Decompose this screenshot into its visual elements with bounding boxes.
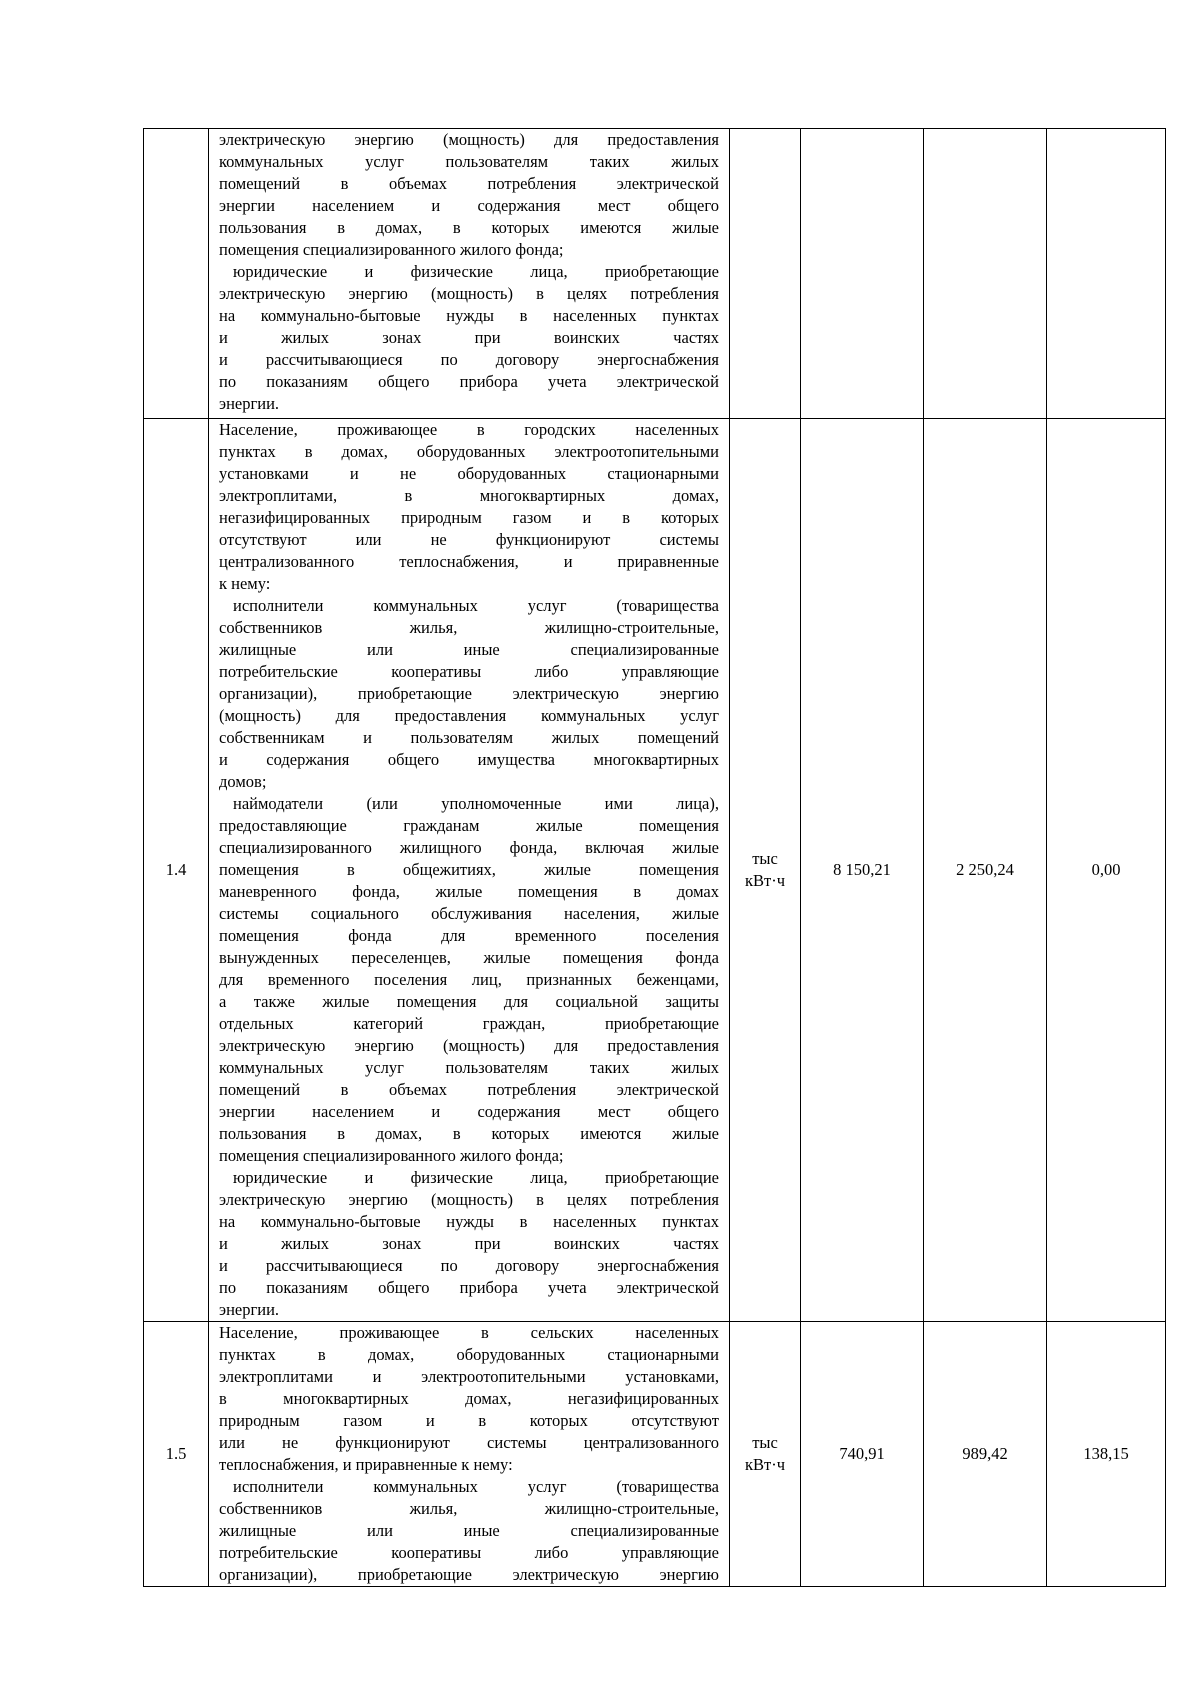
text-line: пользования в домах, в которых имеются жилые <box>219 1124 719 1143</box>
text-line: электрическую энергию (мощность) для предоставления <box>219 130 719 149</box>
text-line: коммунальных услуг пользователям таких жилых <box>219 1058 719 1077</box>
text-line: вынужденных переселенцев, жилые помещения фонда <box>219 948 719 967</box>
text-line: исполнители коммунальных услуг (товарищества <box>233 596 719 615</box>
value-cell <box>924 129 1047 419</box>
text-line: для временного поселения лиц, признанных беженцами, <box>219 970 719 989</box>
tariff-table <box>143 128 1166 1587</box>
unit-line: тыс <box>752 849 778 868</box>
text-line: собственникам и пользователям жилых помещений <box>219 728 719 747</box>
text-line: помещения специализированного жилого фонда; <box>219 1146 564 1165</box>
value-cell: 0,00 <box>1047 419 1166 1322</box>
unit-line: тыс <box>752 1433 778 1452</box>
text-line: централизованного теплоснабжения, и приравненные <box>219 552 719 571</box>
text-line: организации), приобретающие электрическую энергию <box>219 684 719 703</box>
text-line: пунктах в домах, оборудованных стационарными <box>219 1345 719 1364</box>
text-line: коммунальных услуг пользователям таких жилых <box>219 152 719 171</box>
row-description-cell <box>209 129 730 419</box>
text-line: или не функционируют системы централизованного <box>219 1433 719 1452</box>
row-description-cell <box>209 1322 730 1587</box>
text-line: в многоквартирных домах, негазифицированных <box>219 1389 719 1408</box>
text-line: электрическую энергию (мощность) в целях потребления <box>219 284 719 303</box>
value-cell: 2 250,24 <box>924 419 1047 1322</box>
text-line: и жилых зонах при воинских частях <box>219 328 719 347</box>
text-line: собственников жилья, жилищно-строительные, <box>219 618 719 637</box>
text-line: установками и не оборудованных стационарными <box>219 464 719 483</box>
text-line: на коммунально-бытовые нужды в населенных пунктах <box>219 1212 719 1231</box>
text-line: и рассчитывающиеся по договору энергоснабжения <box>219 1256 719 1275</box>
row-number-cell: 1.4 <box>144 419 209 1322</box>
text-line: потребительские кооперативы либо управляющие <box>219 662 719 681</box>
value-cell: 138,15 <box>1047 1322 1166 1587</box>
text-line: энергии. <box>219 394 280 413</box>
text-line: предоставляющие гражданам жилые помещения <box>219 816 719 835</box>
text-line: наймодатели (или уполномоченные ими лица), <box>233 794 719 813</box>
text-line: собственников жилья, жилищно-строительные, <box>219 1499 719 1518</box>
text-line: к нему: <box>219 574 271 593</box>
text-line: Население, проживающее в городских населенных <box>219 420 719 439</box>
text-line: отдельных категорий граждан, приобретающие <box>219 1014 719 1033</box>
table-row <box>144 419 1166 1322</box>
unit-cell <box>730 419 801 1322</box>
text-line: жилищные или иные специализированные <box>219 640 719 659</box>
text-line: электроплитами, в многоквартирных домах, <box>219 486 719 505</box>
text-line: помещения в общежитиях, жилые помещения <box>219 860 719 879</box>
text-line: домов; <box>219 772 267 791</box>
text-line: энергии. <box>219 1300 280 1319</box>
text-line: электрическую энергию (мощность) в целях потребления <box>219 1190 719 1209</box>
text-line: энергии населением и содержания мест общего <box>219 1102 719 1121</box>
value-cell <box>801 129 924 419</box>
text-line: потребительские кооперативы либо управляющие <box>219 1543 719 1562</box>
value-cell: 8 150,21 <box>801 419 924 1322</box>
value-cell <box>1047 129 1166 419</box>
text-line: юридические и физические лица, приобретающие <box>233 1168 719 1187</box>
text-line: и жилых зонах при воинских частях <box>219 1234 719 1253</box>
text-line: на коммунально-бытовые нужды в населенных пунктах <box>219 306 719 325</box>
text-line: помещения фонда для временного поселения <box>219 926 719 945</box>
text-line: теплоснабжения, и приравненные к нему: <box>219 1455 513 1474</box>
text-line: организации), приобретающие электрическую энергию <box>219 1565 719 1584</box>
row-number-cell: 1.5 <box>144 1322 209 1587</box>
unit-line: кВт·ч <box>744 871 786 890</box>
unit-line: кВт·ч <box>744 1455 786 1474</box>
text-line: а также жилые помещения для социальной защиты <box>219 992 719 1011</box>
row-number-cell <box>144 129 209 419</box>
text-line: помещений в объемах потребления электрической <box>219 174 719 193</box>
text-line: специализированного жилищного фонда, включая жилые <box>219 838 719 857</box>
value-cell: 740,91 <box>801 1322 924 1587</box>
text-line: энергии населением и содержания мест общего <box>219 196 719 215</box>
text-line: электрическую энергию (мощность) для предоставления <box>219 1036 719 1055</box>
text-line: отсутствуют или не функционируют системы <box>219 530 719 549</box>
text-line: по показаниям общего прибора учета электрической <box>219 1278 719 1297</box>
text-line: негазифицированных природным газом и в которых <box>219 508 719 527</box>
text-line: исполнители коммунальных услуг (товарищества <box>233 1477 719 1496</box>
text-line: системы социального обслуживания населения, жилые <box>219 904 719 923</box>
text-line: юридические и физические лица, приобретающие <box>233 262 719 281</box>
text-line: (мощность) для предоставления коммунальных услуг <box>219 706 719 725</box>
table-row <box>144 1322 1166 1587</box>
value-cell: 989,42 <box>924 1322 1047 1587</box>
text-line: маневренного фонда, жилые помещения в домах <box>219 882 719 901</box>
row-description-cell <box>209 419 730 1322</box>
text-line: по показаниям общего прибора учета электрической <box>219 372 719 391</box>
text-line: и содержания общего имущества многоквартирных <box>219 750 719 769</box>
text-line: пунктах в домах, оборудованных электроотопительными <box>219 442 719 461</box>
unit-cell <box>730 1322 801 1587</box>
text-line: Население, проживающее в сельских населенных <box>219 1323 719 1342</box>
unit-cell <box>730 129 801 419</box>
text-line: и рассчитывающиеся по договору энергоснабжения <box>219 350 719 369</box>
text-line: жилищные или иные специализированные <box>219 1521 719 1540</box>
text-line: помещений в объемах потребления электрической <box>219 1080 719 1099</box>
text-line: электроплитами и электроотопительными установками, <box>219 1367 719 1386</box>
table-row <box>144 129 1166 419</box>
text-line: пользования в домах, в которых имеются жилые <box>219 218 719 237</box>
text-line: природным газом и в которых отсутствуют <box>219 1411 719 1430</box>
text-line: помещения специализированного жилого фонда; <box>219 240 564 259</box>
